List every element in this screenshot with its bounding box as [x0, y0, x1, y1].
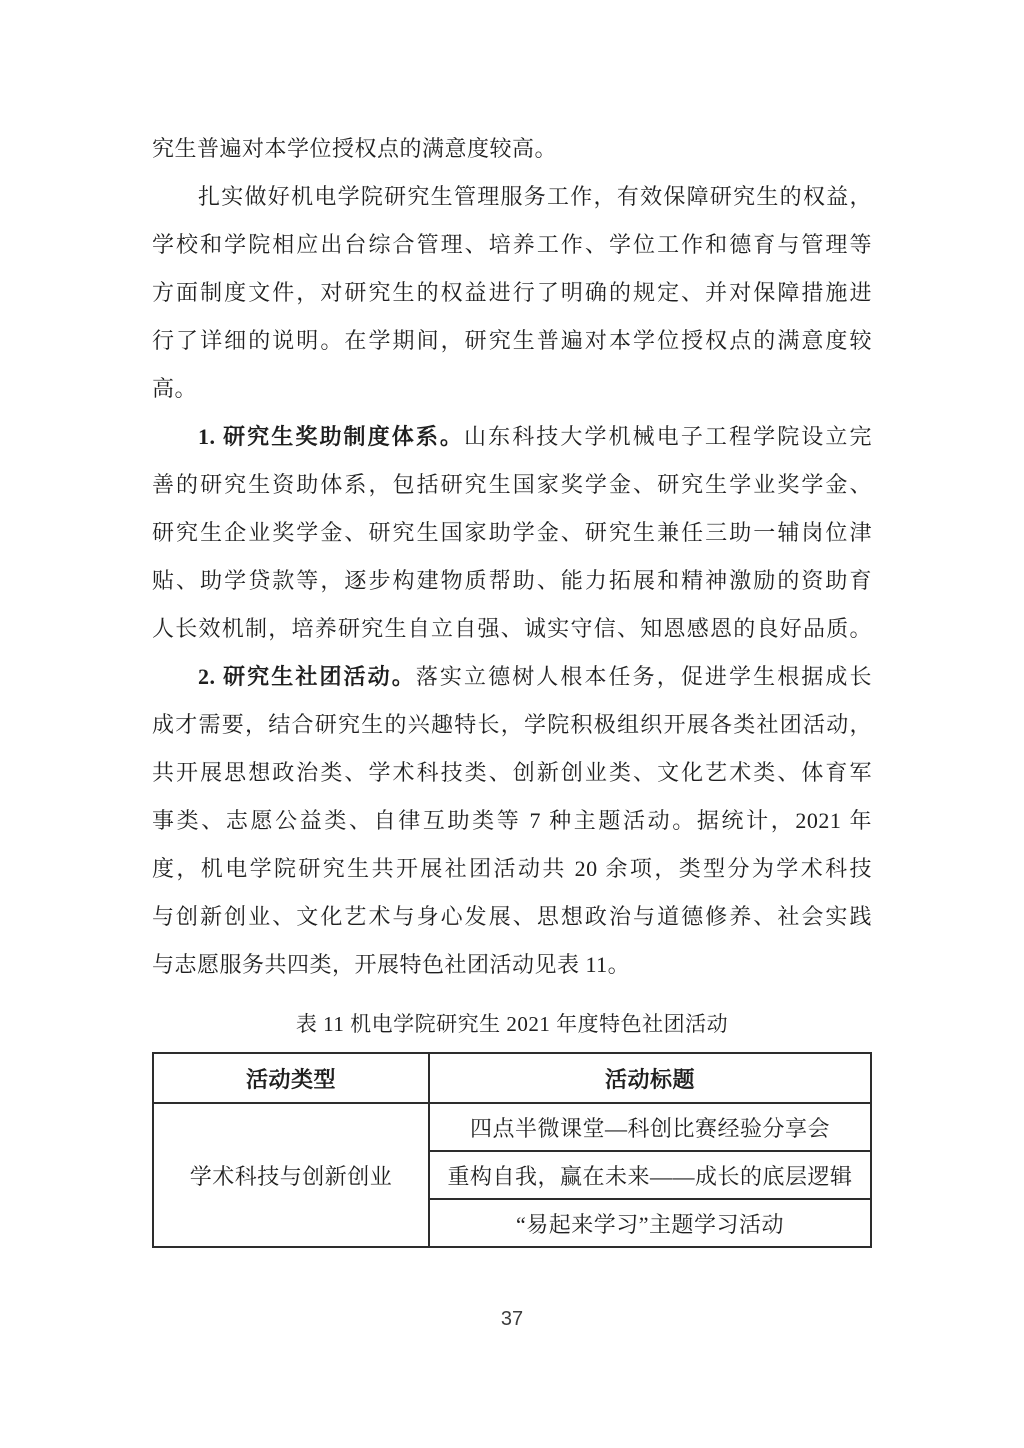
col-header-activity-type: 活动类型: [153, 1053, 429, 1103]
body-text: 高。: [152, 376, 198, 401]
table-row: [153, 1103, 871, 1151]
body-text: 究生普遍对本学位授权点的满意度较高。: [152, 136, 558, 161]
body-text: 山东科技大学机械电子工程学院设立完: [464, 424, 872, 449]
body-text: 与志愿服务共四类，开展特色社团活动见表 11。: [152, 952, 631, 977]
body-text: 行了详细的说明。在学期间，研究生普遍对本学位授权点的满意度较: [152, 328, 872, 353]
text-line: [152, 365, 872, 413]
text-line: [152, 173, 872, 221]
bold-heading-text: 1. 研究生奖助制度体系。: [198, 424, 465, 449]
body-text: 善的研究生资助体系，包括研究生国家奖学金、研究生学业奖学金、: [152, 472, 872, 497]
body-text: 度，机电学院研究生共开展社团活动共 20 余项，类型分为学术科技: [152, 856, 872, 881]
col-header-activity-title: 活动标题: [429, 1053, 871, 1103]
bold-heading-text: 2. 研究生社团活动。: [198, 664, 416, 689]
text-line: [152, 461, 872, 509]
paragraphs: [152, 125, 872, 989]
activities-table: [152, 1052, 872, 1248]
activity-title-cell: 重构自我，赢在未来——成长的底层逻辑: [429, 1151, 871, 1199]
document-body: [152, 125, 872, 1248]
text-line: [152, 605, 872, 653]
body-text: 研究生企业奖学金、研究生国家助学金、研究生兼任三助一辅岗位津: [152, 520, 872, 545]
body-text: 方面制度文件，对研究生的权益进行了明确的规定、并对保障措施进: [152, 280, 872, 305]
activity-title-cell: “易起来学习”主题学习活动: [429, 1199, 871, 1247]
table-header-row: [153, 1053, 871, 1103]
text-line: [152, 221, 872, 269]
body-text: 共开展思想政治类、学术科技类、创新创业类、文化艺术类、体育军: [152, 760, 872, 785]
text-line: [152, 413, 872, 461]
body-text: 人长效机制，培养研究生自立自强、诚实守信、知恩感恩的良好品质。: [152, 616, 872, 641]
text-line: [152, 317, 872, 365]
body-text: 扎实做好机电学院研究生管理服务工作，有效保障研究生的权益，: [198, 184, 872, 209]
activity-title-cell: 四点半微课堂—科创比赛经验分享会: [429, 1103, 871, 1151]
text-line: [152, 701, 872, 749]
text-line: [152, 797, 872, 845]
body-text: 贴、助学贷款等，逐步构建物质帮助、能力拓展和精神激励的资助育: [152, 568, 872, 593]
activity-category-cell: 学术科技与创新创业: [153, 1103, 429, 1247]
page-number: 37: [500, 1308, 524, 1330]
text-line: [152, 125, 872, 173]
text-line: [152, 845, 872, 893]
text-line: [152, 893, 872, 941]
body-text: 成才需要，结合研究生的兴趣特长，学院积极组织开展各类社团活动，: [152, 712, 872, 737]
body-text: 学校和学院相应出台综合管理、培养工作、学位工作和德育与管理等: [152, 232, 872, 257]
text-line: [152, 509, 872, 557]
text-line: [152, 941, 872, 989]
body-text: 落实立德树人根本任务，促进学生根据成长: [415, 664, 872, 689]
text-line: [152, 557, 872, 605]
body-text: 与创新创业、文化艺术与身心发展、思想政治与道德修养、社会实践: [152, 904, 872, 929]
table-caption: 表 11 机电学院研究生 2021 年度特色社团活动: [295, 1012, 729, 1036]
text-line: [152, 653, 872, 701]
text-line: [152, 269, 872, 317]
body-text: 事类、志愿公益类、自律互助类等 7 种主题活动。据统计，2021 年: [152, 808, 872, 833]
text-line: [152, 749, 872, 797]
